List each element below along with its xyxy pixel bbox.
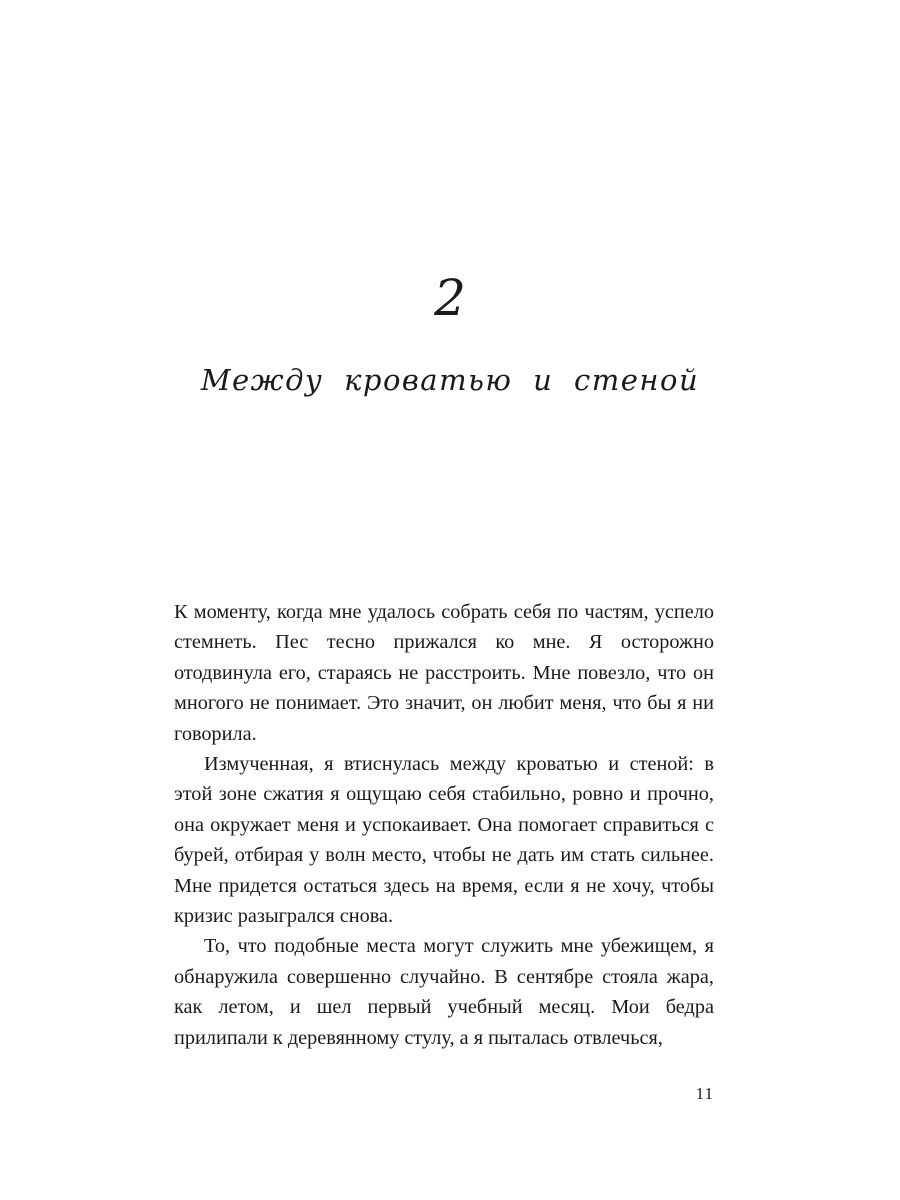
body-text: [174, 597, 714, 1053]
paragraph: То, что подобные места могут служить мне убежищем, я обнаружила совершенно случайно. В сентябре стояла жара, как летом, и шел первый учебный месяц. Мои бедра прилипали к деревянному стулу, а я пыталась отвлечься,: [174, 935, 714, 1049]
chapter-title: Между кроватью и стеной: [200, 363, 700, 397]
page-number: 11: [695, 1084, 714, 1103]
chapter-number: 2: [434, 269, 466, 327]
paragraph: Измученная, я втиснулась между кроватью и стеной: в этой зоне сжатия я ощущаю себя стабильно, ровно и прочно, она окружает меня и успокаивает. Она помогает справиться с бурей, отбирая у волн место, чтобы не дать им стать сильнее. Мне придется остаться здесь на время, если я не хочу, чтобы кризис разыгрался снова.: [174, 753, 714, 928]
paragraph: К моменту, когда мне удалось собрать себя по частям, успело стемнеть. Пес тесно прижался ко мне. Я осторожно отодвинула его, стараясь не расстроить. Мне повезло, что он многого не понимает. Это значит, он любит меня, что бы я ни говорила.: [174, 601, 714, 745]
